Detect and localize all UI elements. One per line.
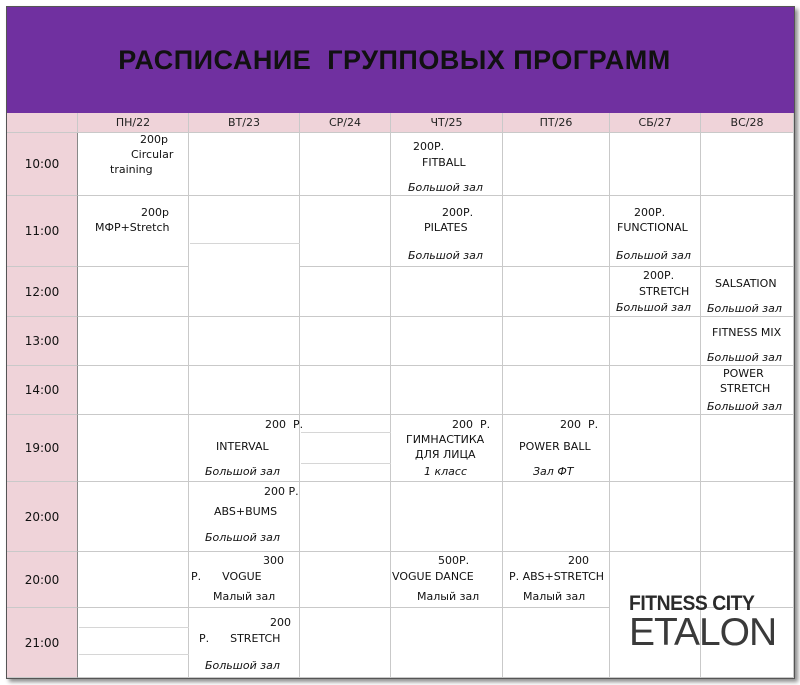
class-room: Большой зал xyxy=(707,302,782,315)
schedule-cell xyxy=(300,267,391,317)
schedule-cell xyxy=(391,608,503,678)
time-cell: 14:00 xyxy=(7,366,78,415)
class-name: STRETCH xyxy=(720,382,771,395)
class-price: 200 Р. xyxy=(452,418,491,431)
schedule-cell xyxy=(610,366,701,415)
class-price: 200 xyxy=(270,616,291,629)
class-room: Большой зал xyxy=(205,531,280,544)
schedule-cell xyxy=(610,415,701,482)
schedule-cell xyxy=(503,133,610,196)
schedule-cell xyxy=(78,482,189,552)
class-name: FITBALL xyxy=(422,156,466,169)
time-cell: 20:00 xyxy=(7,552,78,608)
schedule-cell xyxy=(78,267,189,317)
class-price: 300 xyxy=(263,554,284,567)
cell-divider xyxy=(79,627,189,628)
class-name: Circular xyxy=(131,148,174,161)
class-price: 500Р. xyxy=(438,554,470,567)
class-name: Р. VOGUE xyxy=(191,570,262,583)
schedule-cell xyxy=(701,482,794,552)
class-name: SALSATION xyxy=(715,277,777,290)
class-name: МФР+Stretch xyxy=(95,221,170,234)
class-price: 200Р. xyxy=(634,206,666,219)
class-room: 1 класс xyxy=(424,465,468,478)
class-room: Малый зал xyxy=(417,590,480,603)
schedule-cell xyxy=(391,317,503,366)
schedule-cell xyxy=(503,267,610,317)
schedule-cell xyxy=(503,608,610,678)
day-header-wed: СР/24 xyxy=(300,113,391,133)
schedule-cell xyxy=(189,366,300,415)
class-room: Большой зал xyxy=(707,400,782,413)
class-price: 200р xyxy=(141,206,169,219)
header-banner xyxy=(7,7,794,114)
class-price: 200 xyxy=(568,554,589,567)
class-price: 200Р. xyxy=(643,269,675,282)
class-room: Малый зал xyxy=(523,590,586,603)
logo-line-1: FITNESS CITY xyxy=(629,592,755,615)
cell-divider xyxy=(301,463,391,464)
schedule-cell xyxy=(300,415,391,482)
schedule-cell xyxy=(701,133,794,196)
class-room: Малый зал xyxy=(213,590,276,603)
class-room: Большой зал xyxy=(616,301,691,314)
schedule-cell xyxy=(78,552,189,608)
class-name: ГИМНАСТИКА xyxy=(406,433,485,446)
class-room: Большой зал xyxy=(408,181,483,194)
class-name: INTERVAL xyxy=(216,440,269,453)
class-name: Р. STRETCH xyxy=(199,632,281,645)
class-price: 200 Р. xyxy=(560,418,599,431)
schedule-cell xyxy=(300,317,391,366)
schedule-cell xyxy=(701,196,794,267)
time-cell: 10:00 xyxy=(7,133,78,196)
time-cell: 19:00 xyxy=(7,415,78,482)
schedule-cell xyxy=(503,482,610,552)
class-name: STRETCH xyxy=(639,285,690,298)
schedule-cell xyxy=(300,608,391,678)
schedule-cell xyxy=(391,366,503,415)
schedule-cell xyxy=(189,317,300,366)
class-name: training xyxy=(110,163,153,176)
schedule-cell xyxy=(503,317,610,366)
schedule-cell xyxy=(300,482,391,552)
class-name: Р. ABS+STRETCH xyxy=(509,570,605,583)
schedule-cell xyxy=(300,133,391,196)
time-cell: 11:00 xyxy=(7,196,78,267)
page-title: РАСПИСАНИЕ ГРУППОВЫХ ПРОГРАММ xyxy=(118,44,671,75)
schedule-cell xyxy=(391,482,503,552)
logo-line-2: ETALON xyxy=(629,611,777,654)
schedule-cell xyxy=(78,317,189,366)
schedule-frame xyxy=(6,6,795,679)
class-room: Большой зал xyxy=(707,351,782,364)
class-name: POWER BALL xyxy=(519,440,591,453)
schedule-cell xyxy=(78,608,189,678)
fitness-city-logo xyxy=(629,592,777,654)
schedule-cell xyxy=(701,415,794,482)
schedule-cell xyxy=(391,267,503,317)
time-cell: 20:00 xyxy=(7,482,78,552)
schedule-cell xyxy=(610,133,701,196)
class-name: FUNCTIONAL xyxy=(617,221,688,234)
class-price: 200 Р. xyxy=(264,485,299,498)
schedule-cell xyxy=(189,196,300,317)
cell-divider xyxy=(79,654,189,655)
class-room: Зал ФТ xyxy=(533,465,574,478)
time-cell: 21:00 xyxy=(7,608,78,678)
schedule-cell xyxy=(300,196,391,267)
day-header-sun: ВС/28 xyxy=(701,113,794,133)
day-header-fri: ПТ/26 xyxy=(503,113,610,133)
schedule-cell xyxy=(300,366,391,415)
class-name: PILATES xyxy=(424,221,468,234)
time-cell: 13:00 xyxy=(7,317,78,366)
class-name: VOGUE DANCE xyxy=(392,570,474,583)
cell-divider xyxy=(301,432,391,433)
schedule-cell xyxy=(189,133,300,196)
day-header-sat: СБ/27 xyxy=(610,113,701,133)
schedule-cell xyxy=(78,415,189,482)
class-price: 200Р. xyxy=(413,140,445,153)
schedule-cell xyxy=(610,482,701,552)
class-name: POWER xyxy=(723,367,764,380)
class-room: Большой зал xyxy=(205,465,280,478)
class-price: 200Р. xyxy=(442,206,474,219)
corner-cell xyxy=(7,113,78,133)
day-header-mon: ПН/22 xyxy=(78,113,189,133)
time-cell: 12:00 xyxy=(7,267,78,317)
class-name: FITNESS MIX xyxy=(712,326,782,339)
schedule-cell xyxy=(78,366,189,415)
schedule-cell xyxy=(300,552,391,608)
schedule-cell xyxy=(503,196,610,267)
class-name: ДЛЯ ЛИЦА xyxy=(415,448,476,461)
day-header-thu: ЧТ/25 xyxy=(391,113,503,133)
class-room: Большой зал xyxy=(408,249,483,262)
class-room: Большой зал xyxy=(205,659,280,672)
schedule-cell xyxy=(610,317,701,366)
class-room: Большой зал xyxy=(616,249,691,262)
day-header-tue: ВТ/23 xyxy=(189,113,300,133)
class-name: ABS+BUMS xyxy=(214,505,278,518)
cell-divider xyxy=(190,243,300,244)
class-price: 200 Р. xyxy=(265,418,304,431)
schedule-cell xyxy=(503,366,610,415)
class-price: 200р xyxy=(140,133,168,146)
